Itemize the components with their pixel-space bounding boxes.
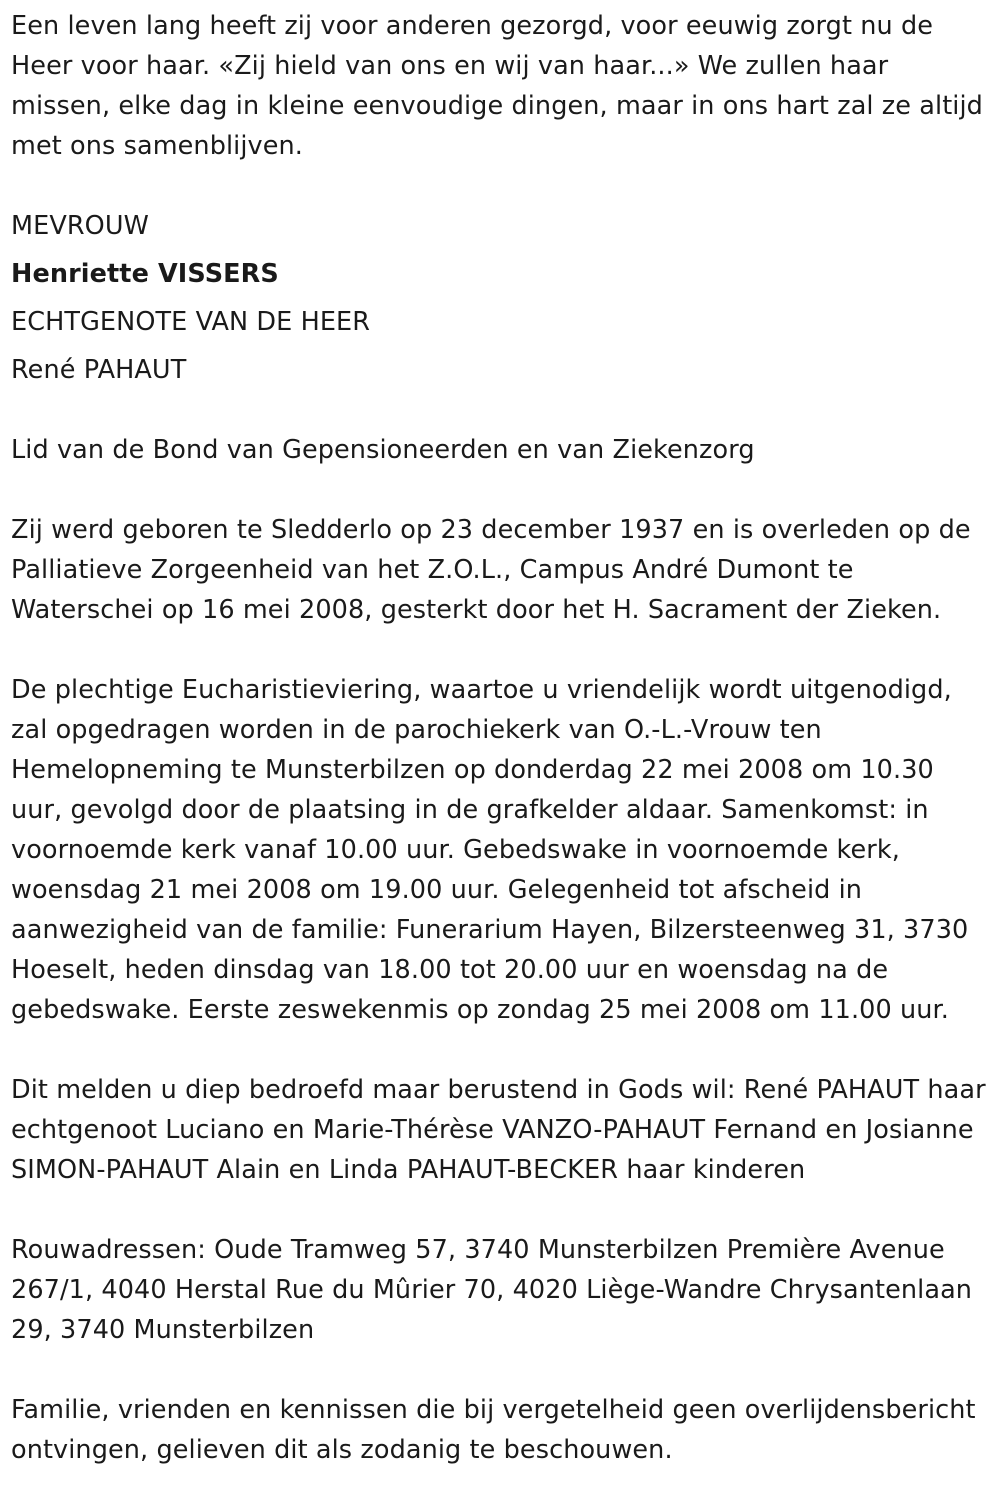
announcement-paragraph: Dit melden u diep bedroefd maar berustend in Gods wil: René PAHAUT haar echtgenoot Luciano en Marie-Thérèse VANZO-PAHAUT Fernand en Josianne SIMON-PAHAUT Alain en Linda PAHAUT-BECKER haar kinderen: [11, 1075, 986, 1185]
birth-death-paragraph: Zij werd geboren te Sledderlo op 23 december 1937 en is overleden op de Palliatieve Zorgeenheid van het Z.O.L., Campus André Dumont te Waterschei op 16 mei 2008, gesterkt door het H. Sacrament der Zieken.: [11, 515, 971, 625]
membership-paragraph: Lid van de Bond van Gepensioneerden en van Ziekenzorg: [11, 435, 755, 465]
intro-paragraph: Een leven lang heeft zij voor anderen gezorgd, voor eeuwig zorgt nu de Heer voor haar. «Zij hield van ons en wij van haar...» We zullen haar missen, elke dag in kleine eenvoudige dingen, maar in ons hart zal ze altijd met ons samenblijven.: [11, 11, 983, 161]
addresses-paragraph: Rouwadressen: Oude Tramweg 57, 3740 Munsterbilzen Première Avenue 267/1, 4040 Herstal Rue du Mûrier 70, 4020 Liège-Wandre Chrysantenlaan 29, 3740 Munsterbilzen: [11, 1235, 973, 1345]
deceased-title: MEVROUW: [11, 211, 149, 241]
deceased-block: [11, 202, 988, 394]
deceased-relation: ECHTGENOTE VAN DE HEER: [11, 307, 371, 337]
deceased-name: Henriette VISSERS: [11, 259, 279, 289]
ceremony-paragraph: De plechtige Eucharistieviering, waartoe u vriendelijk wordt uitgenodigd, zal opgedragen worden in de parochiekerk van O.-L.-Vrouw ten Hemelopneming te Munsterbilzen op donderdag 22 mei 2008 om 10.30 uur, gevolgd door de plaatsing in de grafkelder aldaar. Samenkomst: in voornoemde kerk vanaf 10.00 uur. Gebedswake in voornoemde kerk, woensdag 21 mei 2008 om 19.00 uur. Gelegenheid tot afscheid in aanwezigheid van de familie: Funerarium Hayen, Bilzersteenweg 31, 3730 Hoeselt, heden dinsdag van 18.00 tot 20.00 uur en woensdag na de gebedswake. Eerste zeswekenmis op zondag 25 mei 2008 om 11.00 uur.: [11, 675, 969, 1025]
closing-paragraph: Familie, vrienden en kennissen die bij vergetelheid geen overlijdensbericht ontvingen, gelieven dit als zodanig te beschouwen.: [11, 1395, 976, 1465]
spouse-name: René PAHAUT: [11, 355, 187, 385]
